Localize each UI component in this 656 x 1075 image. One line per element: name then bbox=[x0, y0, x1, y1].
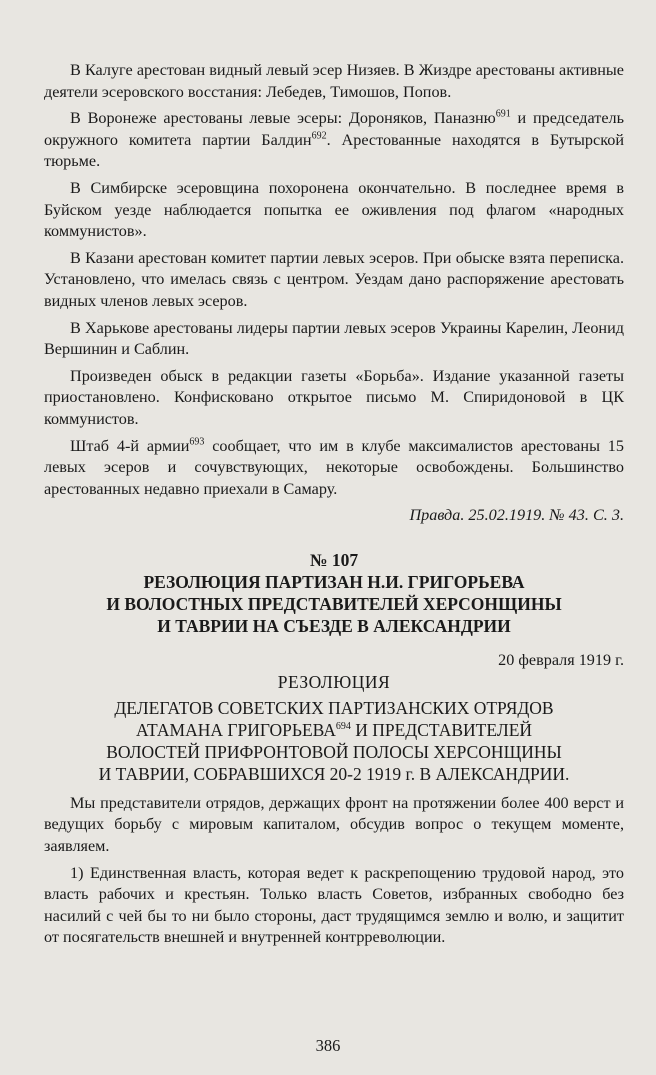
report-text bbox=[44, 60, 624, 500]
title-line: РЕЗОЛЮЦИЯ ПАРТИЗАН Н.И. ГРИГОРЬЕВА bbox=[143, 571, 525, 592]
paragraph-kharkov: В Харькове арестованы лидеры партии левых эсеров Украины Карелин, Леонид Вершинин и Саблин. bbox=[44, 318, 624, 359]
resolution-heading: РЕЗОЛЮЦИЯ bbox=[277, 671, 391, 692]
paragraph-simbirsk: В Симбирске эсеровщина похоронена окончательно. В последнее время в Буйском уезде наблюдается попытка ее оживления под флагом «народных коммунистов». bbox=[44, 178, 624, 241]
footnote-ref: 693 bbox=[189, 436, 205, 448]
subtitle-line: ДЕЛЕГАТОВ СОВЕТСКИХ ПАРТИЗАНСКИХ ОТРЯДОВ bbox=[114, 697, 554, 718]
paragraph-4th-army: Штаб 4-й армии$^{693}$ сообщает, что им в клубе максималистов арестованы 15 левых эсеров и сочувствующих, некоторые освобождены. Большинство арестованных недавно приехали в Самару. bbox=[44, 436, 624, 498]
document-number: № 107 bbox=[309, 549, 359, 570]
resolution-paragraph: Мы представители отрядов, держащих фронт на протяжении более 400 верст и ведущих борьбу с мировым капиталом, обсудив вопрос о текущем моменте, заявляем. bbox=[44, 793, 624, 856]
footnote-ref: 691 bbox=[495, 108, 511, 120]
source-citation: Правда. 25.02.1919. № 43. С. 3. bbox=[409, 506, 624, 525]
resolution-body bbox=[44, 793, 624, 949]
resolution-paragraph: 1) Единственная власть, которая ведет к раскрепощению трудовой народ, это власть рабочих и крестьян. Только власть Советов, избранных свободно без насилий с чей бы то ни было стороны, даст трудящимся землю и волю, и защитит от посягательств внешней и внутренней контрреволюции. bbox=[44, 863, 624, 947]
paragraph-kazan: В Казани арестован комитет партии левых эсеров. При обыске взята переписка. Установлено, что имелась связь с центром. Уездам дано распоряжение арестовать видных членов левых эсеров. bbox=[44, 248, 624, 310]
subtitle-line: АТАМАНА ГРИГОРЬЕВА$^{694}$ И ПРЕДСТАВИТЕЛЕЙ bbox=[135, 719, 533, 740]
paragraph-borba: Произведен обыск в редакции газеты «Борьба». Издание указанной газеты приостановлено. Конфисковано открытое письмо М. Спиридоновой в ЦК коммунистов. bbox=[44, 366, 624, 428]
paragraph-voronezh: В Воронеже арестованы левые эсеры: Дороняков, Паназню$^{691}$ и председатель окружного комитета партии Балдин$^{692}$. Арестованные находятся в Бутырской тюрьме. bbox=[44, 108, 624, 171]
resolution-subtitle bbox=[44, 697, 624, 785]
page-number: 386 bbox=[315, 1036, 341, 1055]
title-line: И ТАВРИИ НА СЪЕЗДЕ В АЛЕКСАНДРИИ bbox=[157, 615, 511, 636]
subtitle-line: И ТАВРИИ, СОБРАВШИХСЯ 20-2 1919 г. В АЛЕКСАНДРИИ. bbox=[98, 763, 570, 784]
document-date: 20 февраля 1919 г. bbox=[498, 650, 624, 669]
footnote-ref: 694 bbox=[335, 721, 351, 733]
subtitle-line: ВОЛОСТЕЙ ПРИФРОНТОВОЙ ПОЛОСЫ ХЕРСОНЩИНЫ bbox=[106, 741, 562, 762]
document-title bbox=[44, 571, 624, 637]
paragraph-kaluga: В Калуге арестован видный левый эсер Низяев. В Жиздре арестованы активные деятели эсеровского восстания: Лебедев, Тимошов, Попов. bbox=[44, 61, 624, 101]
footnote-ref: 692 bbox=[311, 130, 327, 142]
title-line: И ВОЛОСТНЫХ ПРЕДСТАВИТЕЛЕЙ ХЕРСОНЩИНЫ bbox=[106, 593, 562, 614]
